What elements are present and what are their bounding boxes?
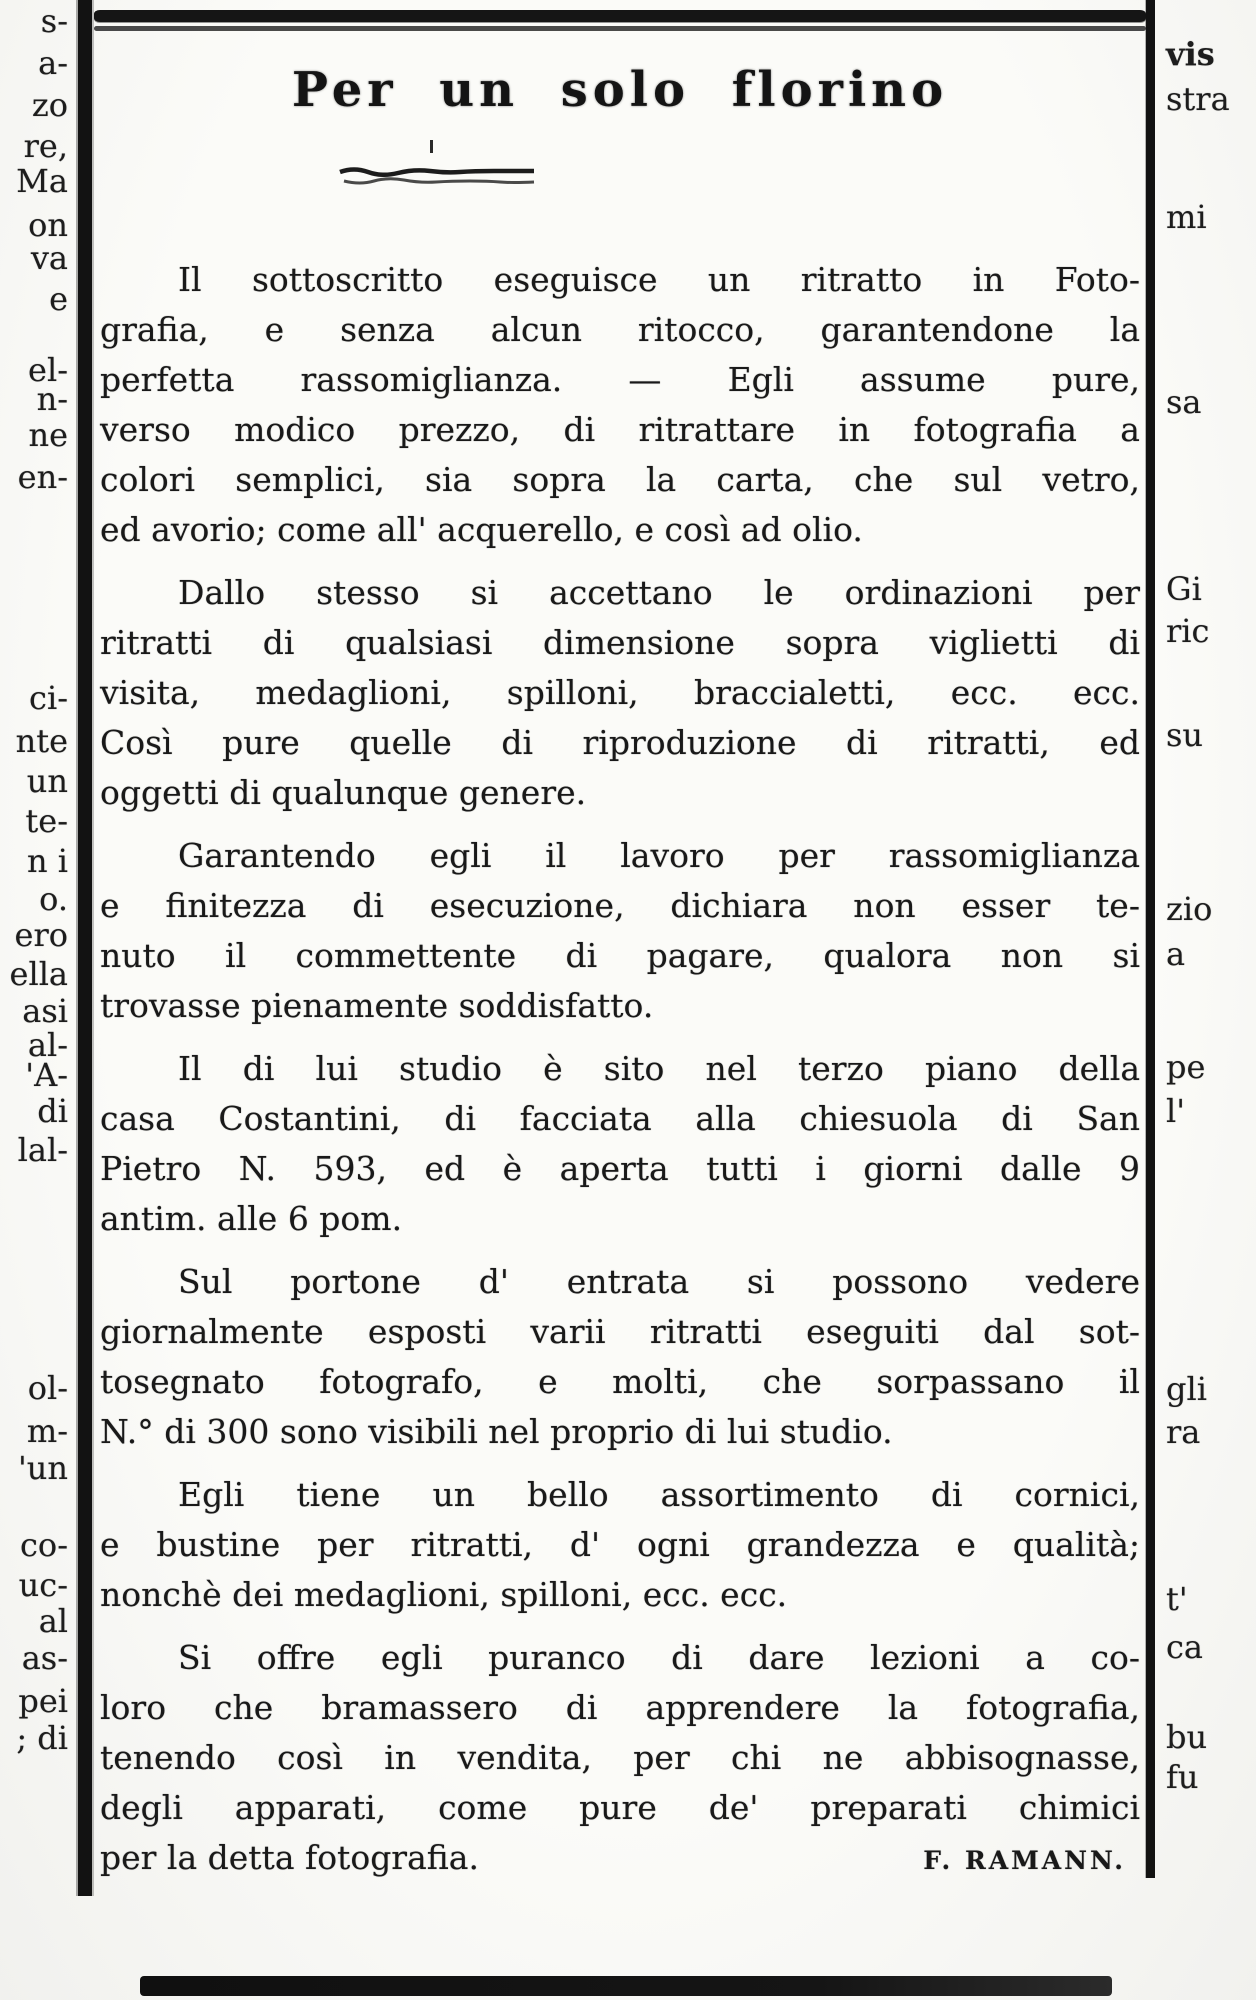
closing-line [100, 1833, 1140, 1883]
text-line: oggetti di qualunque genere. [100, 773, 587, 812]
margin-text-fragment: asi [22, 992, 68, 1030]
top-double-rule [94, 10, 1146, 31]
text-line: Egli tiene un bello assortimento di cornici, [178, 1475, 1140, 1514]
margin-text-fragment: nte [15, 722, 68, 760]
margin-text-fragment: n i [26, 842, 68, 880]
bottom-rule [140, 1976, 1112, 1996]
margin-text-fragment: lal- [17, 1131, 68, 1169]
margin-text-fragment: o. [39, 880, 68, 918]
text-line: grafia, e senza alcun ritocco, garantendone la [100, 310, 1140, 349]
paragraph [100, 831, 1140, 1031]
squiggle-divider-icon [338, 140, 538, 192]
title-divider-ornament [338, 140, 538, 196]
margin-text-fragment: vis [1166, 35, 1215, 73]
text-line: perfetta rassomiglianza. — Egli assume pure, [100, 360, 1140, 399]
margin-text-fragment: a [1166, 935, 1186, 973]
margin-text-fragment: zo [31, 86, 68, 124]
margin-text-fragment: ella [9, 955, 68, 993]
margin-text-fragment: ero [14, 916, 68, 954]
text-line: nuto il commettente di pagare, qualora non si [100, 936, 1140, 975]
margin-text-fragment: stra [1166, 80, 1230, 118]
margin-text-fragment: co- [20, 1526, 68, 1564]
text-line: ed avorio; come all' acquerello, e così ad olio. [100, 510, 863, 549]
margin-text-fragment: uc- [18, 1566, 68, 1604]
text-line: tenendo così in vendita, per chi ne abbisognasse, [100, 1738, 1140, 1777]
text-line: Il di lui studio è sito nel terzo piano della [178, 1049, 1140, 1088]
top-rule-thick [94, 10, 1146, 22]
margin-text-fragment: Ma [16, 162, 68, 200]
margin-text-fragment: un [26, 762, 68, 800]
text-line: casa Costantini, di facciata alla chiesuola di San [100, 1099, 1140, 1138]
margin-text-fragment: t' [1166, 1580, 1188, 1618]
margin-text-fragment: va [30, 239, 68, 277]
margin-text-fragment: on [28, 206, 68, 244]
margin-text-fragment: ra [1166, 1413, 1201, 1451]
margin-text-fragment: l' [1166, 1092, 1186, 1130]
text-line: Così pure quelle di riproduzione di ritratti, ed [100, 723, 1140, 762]
text-line: visita, medaglioni, spilloni, braccialetti, ecc. ecc. [100, 673, 1140, 712]
margin-text-fragment: en- [17, 458, 68, 496]
ad-title: Per un solo florino [291, 62, 949, 118]
text-line: Sul portone d' entrata si possono vedere [178, 1262, 1140, 1301]
column-rule-left [78, 0, 92, 1896]
text-line: tosegnato fotografo, e molti, che sorpassano il [100, 1362, 1140, 1401]
text-line: Pietro N. 593, ed è aperta tutti i giorni dalle 9 [100, 1149, 1140, 1188]
text-line: Garantendo egli il lavoro per rassomiglianza [178, 836, 1140, 875]
margin-text-fragment: ne [28, 416, 68, 454]
text-line: antim. alle 6 pom. [100, 1199, 403, 1238]
margin-text-fragment: pei [18, 1682, 68, 1720]
margin-text-fragment: n- [36, 380, 68, 418]
text-line: ritratti di qualsiasi dimensione sopra viglietti di [100, 623, 1140, 662]
margin-text-fragment: pe [1166, 1048, 1206, 1086]
paragraph [100, 1257, 1140, 1457]
paragraph [100, 1633, 1140, 1883]
left-column-fragments [0, 0, 70, 2000]
margin-text-fragment: ric [1166, 612, 1210, 650]
margin-text-fragment: su [1166, 716, 1204, 754]
text-line: e bustine per ritratti, d' ogni grandezza e qualità; [100, 1525, 1140, 1564]
margin-text-fragment: as- [21, 1639, 68, 1677]
margin-text-fragment: s- [40, 2, 68, 40]
text-line: trovasse pienamente soddisfatto. [100, 986, 654, 1025]
margin-text-fragment: e [49, 280, 68, 318]
text-line: verso modico prezzo, di ritrattare in fotografia a [100, 410, 1140, 449]
margin-text-fragment: mi [1166, 198, 1207, 236]
margin-text-fragment: zio [1166, 890, 1213, 928]
right-column-fragments [1166, 0, 1256, 2000]
paragraph [100, 1470, 1140, 1620]
text-line: colori semplici, sia sopra la carta, che sul vetro, [100, 460, 1140, 499]
closing-text: per la detta fotografia. [100, 1838, 479, 1877]
margin-text-fragment: ci- [29, 679, 68, 717]
margin-text-fragment: al- [27, 1026, 68, 1064]
margin-text-fragment: re, [23, 127, 68, 165]
margin-text-fragment: 'un [17, 1449, 68, 1487]
text-line: Si offre egli puranco di dare lezioni a co- [178, 1638, 1140, 1677]
top-rule-thin [94, 26, 1146, 31]
margin-text-fragment: sa [1166, 383, 1202, 421]
margin-text-fragment: ca [1166, 1628, 1203, 1666]
margin-text-fragment: Gi [1166, 570, 1202, 608]
text-line: N.° di 300 sono visibili nel proprio di lui studio. [100, 1412, 893, 1451]
column-rule-right [1146, 0, 1155, 1878]
text-line: loro che bramassero di apprendere la fotografia, [100, 1688, 1140, 1727]
ad-body-text [100, 255, 1140, 1896]
text-line: e finitezza di esecuzione, dichiara non esser te- [100, 886, 1140, 925]
text-line: Dallo stesso si accettano le ordinazioni per [178, 573, 1140, 612]
margin-text-fragment: el- [28, 351, 68, 389]
margin-text-fragment: di [37, 1092, 68, 1130]
margin-text-fragment: ; di [16, 1719, 68, 1757]
signature: F. RAMANN. [923, 1846, 1126, 1875]
margin-text-fragment: ol- [27, 1369, 68, 1407]
margin-text-fragment: m- [26, 1412, 68, 1450]
text-line: degli apparati, come pure de' preparati chimici [100, 1788, 1140, 1827]
paragraph [100, 1044, 1140, 1244]
text-line: nonchè dei medaglioni, spilloni, ecc. ecc. [100, 1575, 788, 1614]
margin-text-fragment: a- [38, 44, 68, 82]
margin-text-fragment: al [38, 1602, 68, 1640]
margin-text-fragment: gli [1166, 1370, 1207, 1408]
text-line: Il sottoscritto eseguisce un ritratto in Foto- [178, 260, 1140, 299]
margin-text-fragment: bu [1166, 1718, 1208, 1756]
paragraph [100, 255, 1140, 555]
margin-text-fragment: fu [1166, 1758, 1199, 1796]
margin-text-fragment: te- [25, 802, 68, 840]
paragraph [100, 568, 1140, 818]
text-line: giornalmente esposti varii ritratti eseguiti dal sot- [100, 1312, 1140, 1351]
advertisement-column [100, 0, 1140, 2000]
margin-text-fragment: 'A- [25, 1056, 68, 1094]
